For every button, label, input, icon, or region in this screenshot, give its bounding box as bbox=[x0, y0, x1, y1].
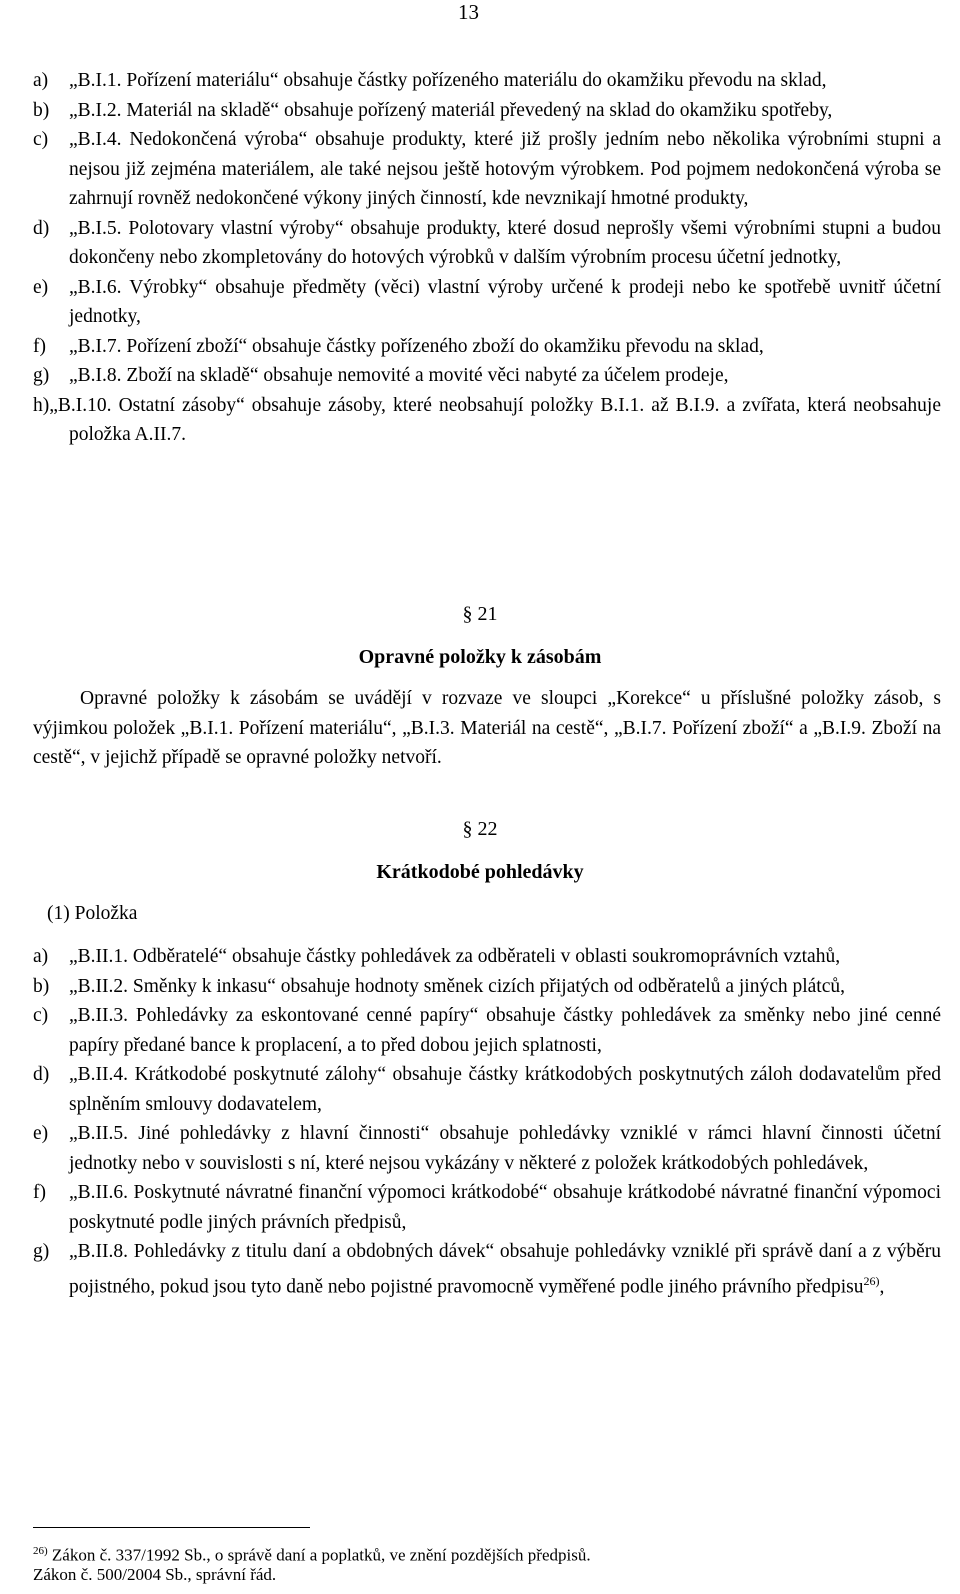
list-item: f) „B.I.7. Pořízení zboží“ obsahuje částky pořízeného zboží do okamžiku převodu na sklad, bbox=[33, 335, 764, 357]
page-number: 13 bbox=[458, 0, 479, 24]
list-item: c) „B.II.3. Pohledávky za eskontované cenné papíry“ obsahuje částky pohledávek za směnky nebo jiné cenné papíry předané bance k proplacení, a to před dobou jejich splatnosti, bbox=[33, 1005, 941, 1056]
list-item: b) „B.I.2. Materiál na skladě“ obsahuje pořízený materiál převedený na sklad do okamžiku spotřeby, bbox=[33, 99, 833, 121]
section-21-paragraph: Opravné položky k zásobám se uvádějí v rozvaze ve sloupci „Korekce“ u příslušné položky zásob, s výjimkou položek „B.I.1. Pořízení materiálu“, „B.I.3. Materiál na cestě“, „B.I.7. Pořízení zboží“ a „B.I.9. Zboží na cestě“, v jejichž případě se opravné položky netvoří. bbox=[33, 688, 941, 768]
list-item: c) „B.I.4. Nedokončená výroba“ obsahuje produkty, které již prošly jedním nebo několika výrobními stupni a nejsou již zejména materiálem, ale také nejsou ještě hotovým výrobkem. Pod pojmem nedokončená výroba se zahrnují rovněž nedokončené výkony jiných činností, kde nevznikají hmotné produkty, bbox=[33, 129, 941, 209]
section-21-number: § 21 bbox=[462, 603, 498, 625]
section-21-heading: Opravné položky k zásobám bbox=[358, 646, 602, 668]
footnote-line-1: $^{26)}$ Zákon č. 337/1992 Sb., o správě daní a poplatků, ve znění pozdějších předpisů. bbox=[33, 1545, 591, 1565]
list-item: g) „B.II.8. Pohledávky z titulu daní a obdobných dávek“ obsahuje pohledávky vzniklé při správě daní a z výběru pojistného, pokud jsou tyto daně nebo pojistné pravomocně vyměřené podle jiného právního předpisu$^{26)}$, bbox=[33, 1241, 941, 1297]
list-b bbox=[33, 942, 941, 1302]
list-item: d) „B.I.5. Polotovary vlastní výroby“ obsahuje produkty, které dosud neprošly všemi výrobními stupni a budou dokončeny nebo zkompletovány do hotových výrobků v dalším výrobním procesu účetní jednotky, bbox=[33, 217, 941, 268]
list-item: h)„B.I.10. Ostatní zásoby“ obsahuje zásoby, které neobsahují položky B.I.1. až B.I.9. a zvířata, která neobsahuje položka A.II.7. bbox=[33, 394, 941, 445]
list-item: a) „B.I.1. Pořízení materiálu“ obsahuje částky pořízeného materiálu do okamžiku převodu na sklad, bbox=[33, 70, 827, 91]
footnote-divider bbox=[33, 1527, 310, 1528]
footnote-line-2: Zákon č. 500/2004 Sb., správní řád. bbox=[33, 1565, 277, 1584]
section-22-intro: (1) Položka bbox=[47, 903, 138, 924]
section-22-number: § 22 bbox=[462, 818, 498, 840]
list-item: g) „B.I.8. Zboží na skladě“ obsahuje nemovité a movité věci nabyté za účelem prodeje, bbox=[33, 365, 729, 386]
list-item: f) „B.II.6. Poskytnuté návratné finanční výpomoci krátkodobé“ obsahuje krátkodobé návratné finanční výpomoci poskytnuté podle jiných právních předpisů, bbox=[33, 1182, 941, 1233]
list-item: a) „B.II.1. Odběratelé“ obsahuje částky pohledávek za odběrateli v oblasti soukromoprávních vztahů, bbox=[33, 946, 841, 967]
list-item: b) „B.II.2. Směnky k inkasu“ obsahuje hodnoty směnek cizích přijatých od odběratelů a jiných plátců, bbox=[33, 975, 846, 997]
list-item: d) „B.II.4. Krátkodobé poskytnuté zálohy“ obsahuje částky krátkodobých poskytnutých záloh dodavatelům před splněním smlouvy dodavatelem, bbox=[33, 1064, 941, 1115]
list-item: e) „B.II.5. Jiné pohledávky z hlavní činnosti“ obsahuje pohledávky vzniklé v rámci hlavní činnosti účetní jednotky nebo v souvislosti s ní, které nejsou vykázány v některé z položek krátkodobých pohledávek, bbox=[33, 1123, 941, 1174]
list-item: e) „B.I.6. Výrobky“ obsahuje předměty (věci) vlastní výroby určené k prodeji nebo ke spotřebě uvnitř účetní jednotky, bbox=[33, 276, 941, 327]
footnote-ref: 26) bbox=[863, 1273, 880, 1288]
list-a bbox=[33, 66, 941, 450]
section-22-heading: Krátkodobé pohledávky bbox=[376, 861, 584, 883]
